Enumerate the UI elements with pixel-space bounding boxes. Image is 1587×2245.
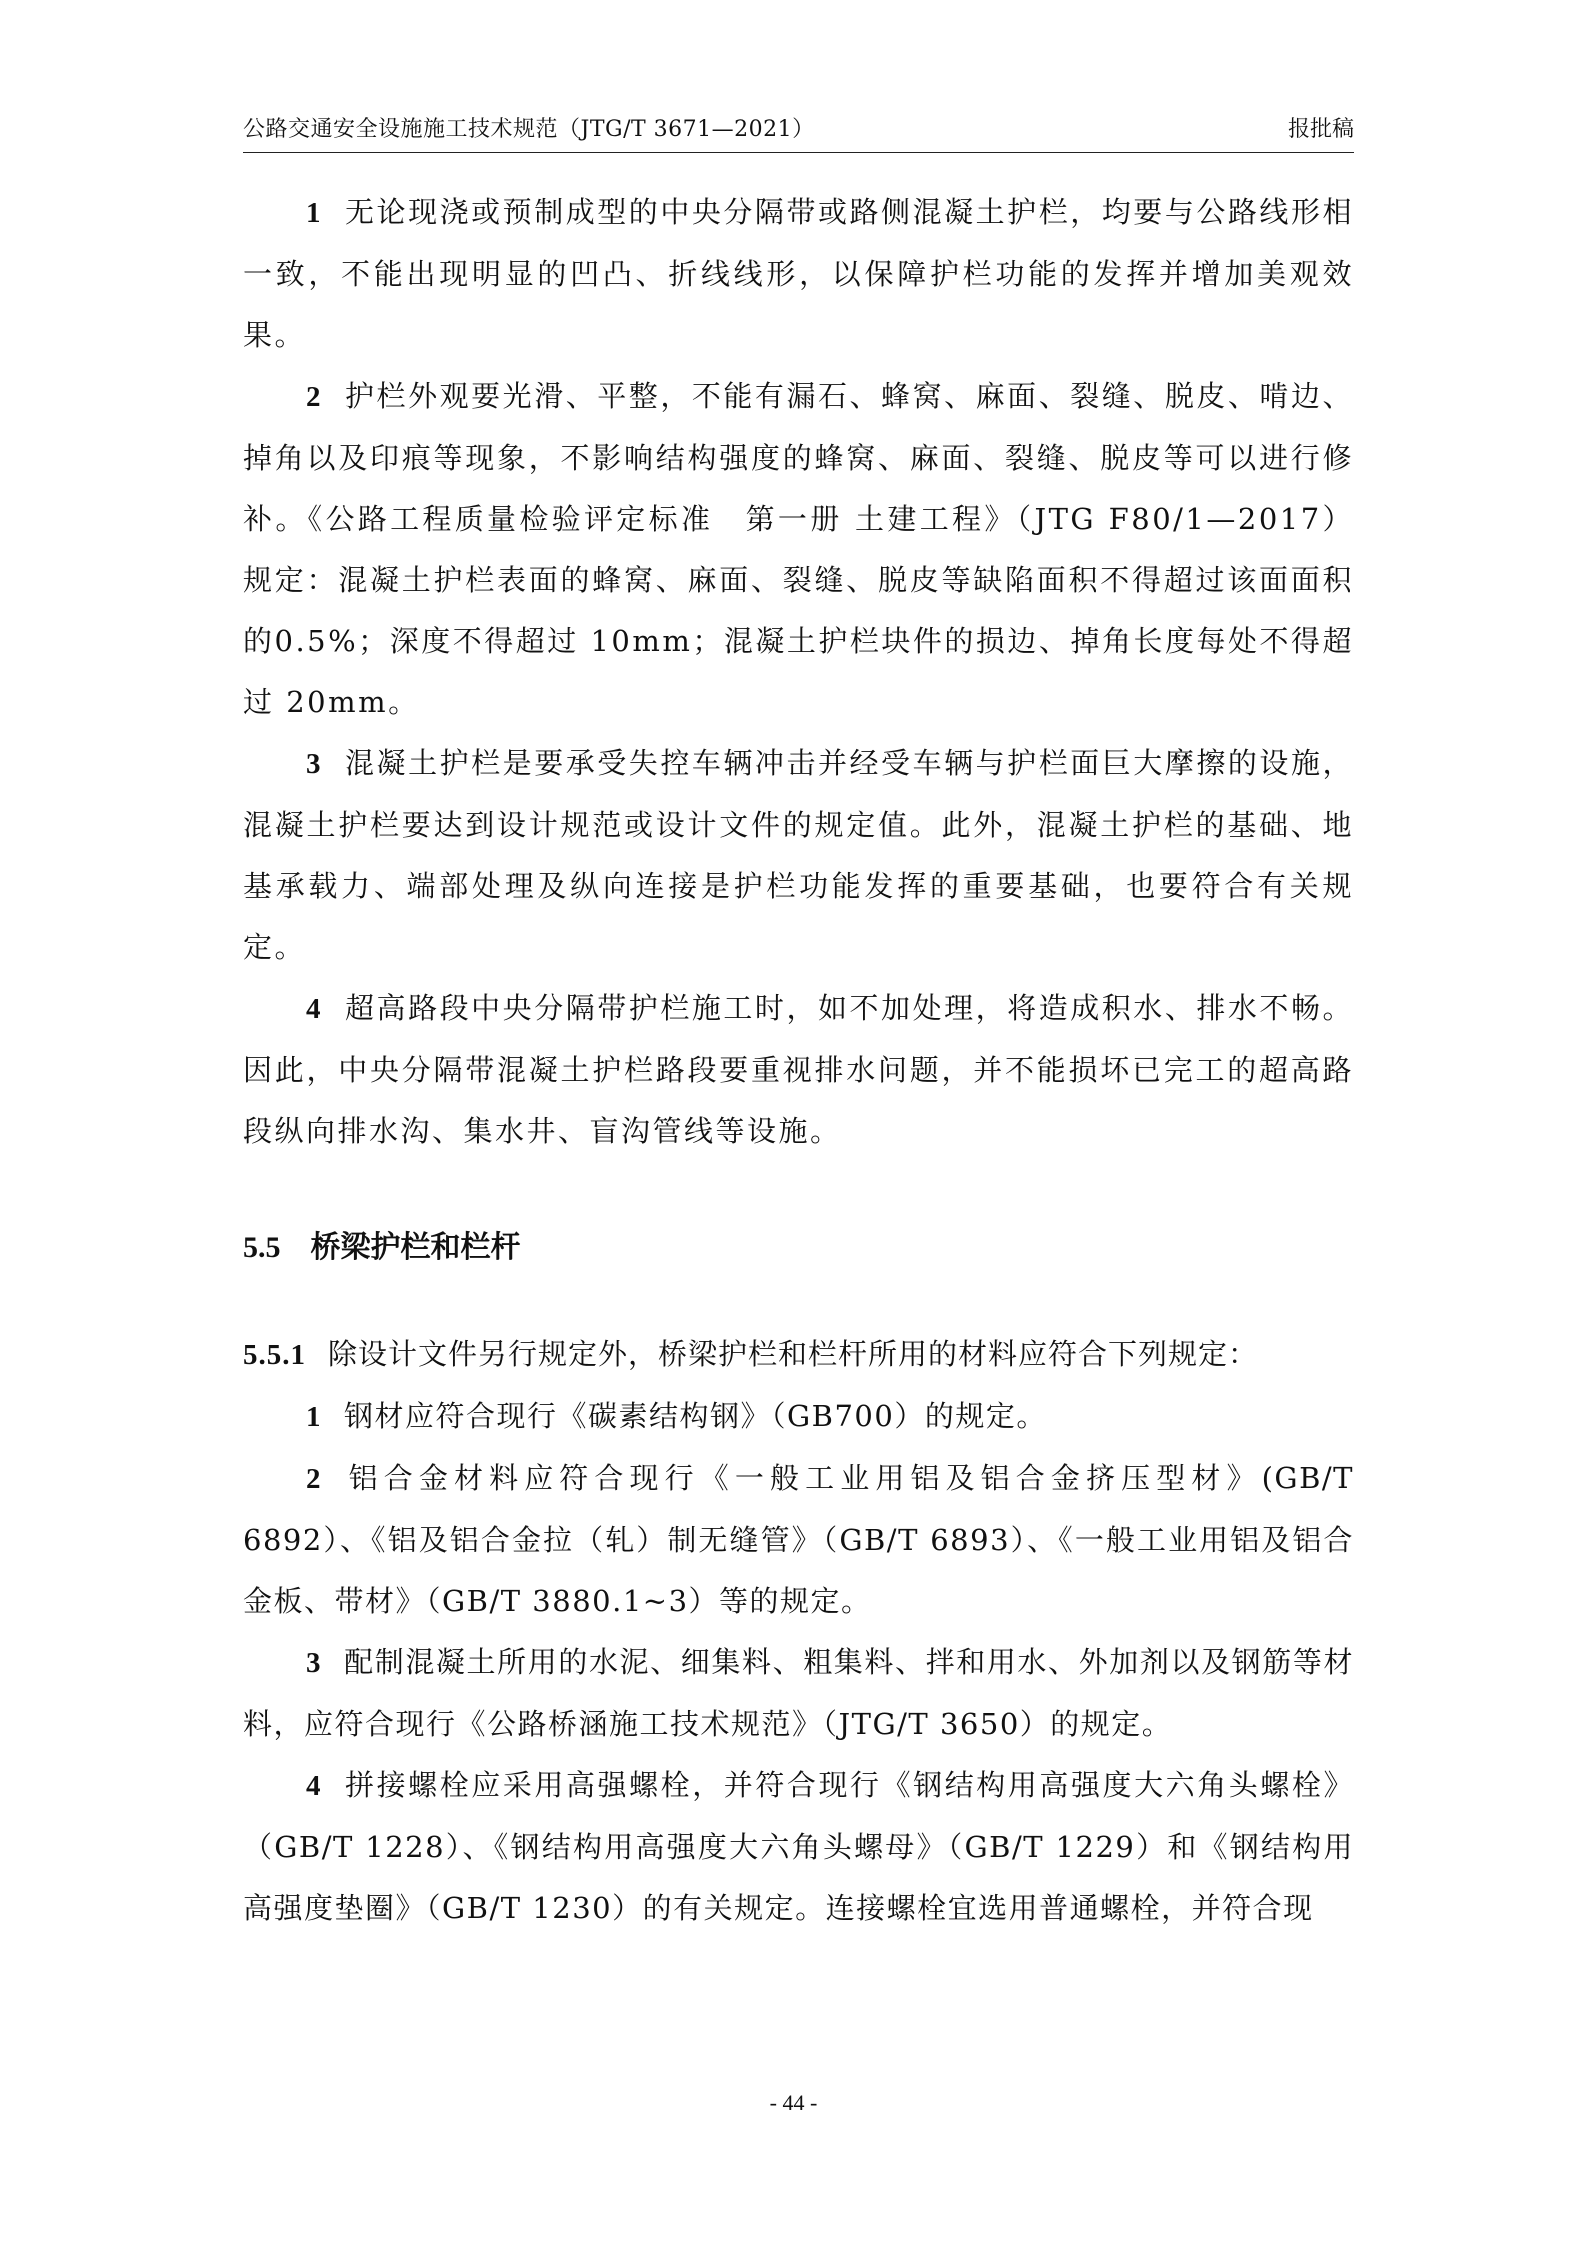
page-body (243, 182, 1354, 1939)
item-number: 4 (306, 1770, 322, 1802)
item-text: 配制混凝土所用的水泥、细集料、粗集料、拌和用水、外加剂以及钢筋等材料，应符合现行《公路桥涵施工技术规范》（JTG/T 3650）的规定。 (243, 1645, 1354, 1741)
item-text: 混凝土护栏是要承受失控车辆冲击并经受车辆与护栏面巨大摩擦的设施，混凝土护栏要达到设计规范或设计文件的规定值。此外，混凝土护栏的基础、地基承载力、端部处理及纵向连接是护栏功能发挥的重要基础，也要符合有关规定。 (243, 746, 1354, 964)
item-number: 2 (306, 381, 323, 413)
item-number: 1 (306, 1401, 322, 1433)
document-title: 公路交通安全设施施工技术规范（JTG/T 3671—2021） (243, 117, 815, 142)
item-text: 无论现浇或预制成型的中央分隔带或路侧混凝土护栏，均要与公路线形相一致，不能出现明显的凹凸、折线线形，以保障护栏功能的发挥并增加美观效果。 (243, 195, 1354, 352)
clause-text: 除设计文件另行规定外，桥梁护栏和栏杆所用的材料应符合下列规定： (328, 1337, 1259, 1371)
item-text: 超高路段中央分隔带护栏施工时，如不加处理，将造成积水、排水不畅。因此，中央分隔带混凝土护栏路段要重视排水问题，并不能损坏已完工的超高路段纵向排水沟、集水井、盲沟管线等设施。 (243, 991, 1354, 1148)
page-header (243, 108, 1354, 153)
section-heading (243, 1228, 1354, 1268)
item-text: 钢材应符合现行《碳素结构钢》（GB700）的规定。 (344, 1399, 1047, 1433)
item-number: 2 (306, 1463, 322, 1495)
clause-number: 5.5.1 (243, 1339, 306, 1371)
commentary-item (243, 366, 1354, 733)
item-number: 3 (306, 1647, 322, 1679)
commentary-item (243, 733, 1354, 978)
clause-item (243, 1632, 1354, 1755)
commentary-item (243, 978, 1354, 1162)
section-title: 桥梁护栏和栏杆 (310, 1230, 521, 1265)
clause-item (243, 1755, 1354, 1939)
item-text: 拼接螺栓应采用高强螺栓，并符合现行《钢结构用高强度大六角头螺栓》（GB/T 1228）、《钢结构用高强度大六角头螺母》（GB/T 1229）和《钢结构用高强度垫圈》（GB/T 1230）的有关规定。连接螺栓宜选用普通螺栓，并符合现 (243, 1768, 1354, 1925)
clause (243, 1324, 1354, 1386)
section-number: 5.5 (243, 1231, 281, 1264)
commentary-item (243, 182, 1354, 366)
item-text: 护栏外观要光滑、平整，不能有漏石、蜂窝、麻面、裂缝、脱皮、啃边、掉角以及印痕等现象，不影响结构强度的蜂窝、麻面、裂缝、脱皮等可以进行修补。《公路工程质量检验评定标准 第一册 土建工程》（JTG F80/1—2017）规定：混凝土护栏表面的蜂窝、麻面、裂缝、脱皮等缺陷面积不得超过该面面积的0.5%；深度不得超过 10mm；混凝土护栏块件的损边、掉角长度每处不得超过 20mm。 (243, 379, 1354, 719)
item-text: 铝合金材料应符合现行《一般工业用铝及铝合金挤压型材》(GB/T 6892）、《铝及铝合金拉（轧）制无缝管》（GB/T 6893）、《一般工业用铝及铝合金板、带材》（GB/T 3880.1~3）等的规定。 (243, 1461, 1354, 1618)
draft-status: 报批稿 (1287, 117, 1354, 142)
item-number: 1 (306, 197, 323, 229)
clause-item (243, 1386, 1354, 1448)
clause-item (243, 1448, 1354, 1632)
item-number: 3 (306, 748, 323, 780)
page-number: - 44 - (769, 2090, 818, 2115)
item-number: 4 (306, 993, 323, 1025)
